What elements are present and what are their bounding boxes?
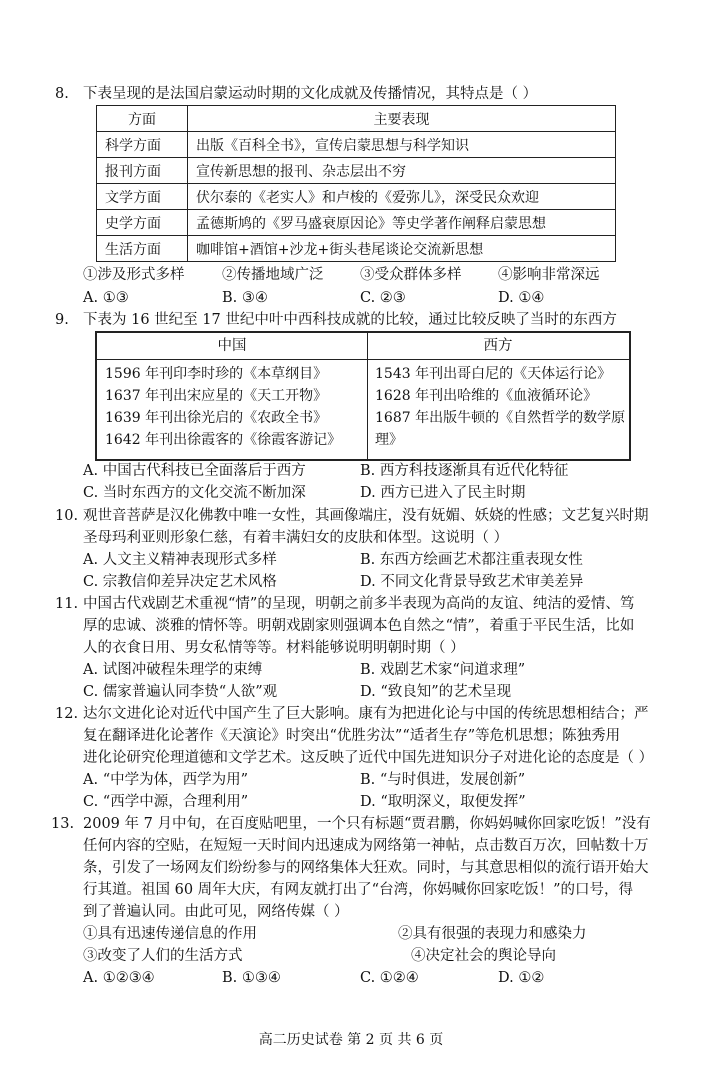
option-d[interactable]: D. ①④ <box>498 290 545 306</box>
table-row <box>97 132 616 158</box>
question-number: 13. <box>51 816 75 832</box>
table-header-cell: 主要表现 <box>188 106 616 132</box>
stem-line: 圣母玛利亚则形象仁慈，有着丰满妇女的皮肤和体型。这说明（ ） <box>83 530 509 546</box>
table-header-row <box>97 106 616 132</box>
stem-line: 人的衣食日用、男女私情等等。材料能够说明明朝时期（ ） <box>83 640 465 656</box>
option-b[interactable]: B. 西方科技逐渐具有近代化特征 <box>360 463 569 479</box>
table-cell: 科学方面 <box>97 132 188 158</box>
west-entry: 理》 <box>375 432 403 448</box>
option-d[interactable]: D. 西方已进入了民主时期 <box>360 485 526 501</box>
option-c[interactable]: C. 宗教信仰差异决定艺术风格 <box>83 574 277 590</box>
statement-item: ②传播地域广泛 <box>222 267 324 283</box>
question-number: 10. <box>55 508 79 524</box>
option-a[interactable]: A. 人文主义精神表现形式多样 <box>83 552 277 568</box>
option-a[interactable]: A. “中学为体，西学为用” <box>83 772 249 788</box>
column-divider <box>367 333 368 459</box>
statement-item: ②具有很强的表现力和感染力 <box>398 926 587 942</box>
table-row <box>97 158 616 184</box>
option-d[interactable]: D. 不同文化背景导致艺术审美差异 <box>360 574 584 590</box>
china-entry: 1642 年刊出徐霞客的《徐霞客游记》 <box>105 432 342 448</box>
china-entry: 1639 年刊出徐光启的《农政全书》 <box>105 410 328 426</box>
table-cell: 文学方面 <box>97 184 188 210</box>
stem-line: 行其道。祖国 60 周年大庆，有网友就打出了“台湾，你妈喊你回家吃饭！”的口号，得 <box>83 882 633 898</box>
statement-item: ④决定社会的舆论导向 <box>411 948 556 964</box>
option-c[interactable]: C. 当时东西方的文化交流不断加深 <box>83 485 306 501</box>
option-b[interactable]: B. ③④ <box>222 290 268 306</box>
stem-line: 任何内容的空贴，在短短一天时间内迅速成为网络第一神帖，点击数百万次，回帖数十万 <box>83 838 649 854</box>
table-cell: 伏尔泰的《老实人》和卢梭的《爱弥儿》，深受民众欢迎 <box>188 184 616 210</box>
question-stem: 下表呈现的是法国启蒙运动时期的文化成就及传播情况，其特点是（ ） <box>83 86 538 102</box>
table-cell: 孟德斯鸠的《罗马盛衰原因论》等史学著作阐释启蒙思想 <box>188 210 616 236</box>
statement-item: ③受众群体多样 <box>360 267 462 283</box>
stem-line: 复在翻译进化论著作《天演论》时突出“优胜劣汰”“适者生存”等危机思想；陈独秀用 <box>83 728 621 744</box>
page-footer: 高二历史试卷 第 2 页 共 6 页 <box>258 1032 444 1048</box>
option-c[interactable]: C. ①②④ <box>360 970 419 986</box>
table-header-cell: 方面 <box>97 106 188 132</box>
stem-line: 厚的忠诚、淡雅的情怀等。明朝戏剧家则强调本色自然之“情”，着重于平民生活，比如 <box>83 618 635 634</box>
stem-line: 达尔文进化论对近代中国产生了巨大影响。康有为把进化论与中国的传统思想相结合；严 <box>83 706 649 722</box>
china-entry: 1637 年刊出宋应星的《天工开物》 <box>105 388 328 404</box>
question-stem: 下表为 16 世纪至 17 世纪中叶中西科技成就的比较，通过比较反映了当时的东西方 <box>83 312 617 328</box>
stem-line: 观世音菩萨是汉化佛教中唯一女性，其画像端庄，没有妩媚、妖娆的性感；文艺复兴时期 <box>83 508 649 524</box>
table-cell: 生活方面 <box>97 236 188 262</box>
table-row <box>97 236 616 262</box>
question-number: 11. <box>55 596 79 612</box>
table-row <box>97 184 616 210</box>
table-cell: 报刊方面 <box>97 158 188 184</box>
table-cell: 史学方面 <box>97 210 188 236</box>
west-entry: 1687 年出版牛顿的《自然哲学的数学原 <box>375 410 626 426</box>
option-c[interactable]: C. ②③ <box>360 290 406 306</box>
option-b[interactable]: B. “与时俱进，发展创新” <box>360 772 526 788</box>
statement-item: ③改变了人们的生活方式 <box>83 948 243 964</box>
option-d[interactable]: D. “致良知”的艺术呈现 <box>360 684 512 700</box>
header-divider <box>97 359 629 360</box>
enlightenment-table <box>96 105 616 262</box>
option-a[interactable]: A. 试图冲破程朱理学的束缚 <box>83 662 263 678</box>
stem-line: 进化论研究伦理道德和文学艺术。这反映了近代中国先进知识分子对进化论的态度是（ ） <box>83 750 654 766</box>
comparison-table <box>95 331 631 461</box>
table-cell: 咖啡馆+酒馆+沙龙+街头巷尾谈论交流新思想 <box>188 236 616 262</box>
column-header-west: 西方 <box>483 338 513 354</box>
west-entry: 1543 年刊出哥白尼的《天体运行论》 <box>375 366 612 382</box>
west-entry: 1628 年刊出哈维的《血液循环论》 <box>375 388 598 404</box>
table-cell: 宣传新思想的报刊、杂志层出不穷 <box>188 158 616 184</box>
option-d[interactable]: D. ①② <box>498 970 545 986</box>
stem-line: 中国古代戏剧艺术重视“情”的呈现，明朝之前多半表现为高尚的友谊、纯洁的爱情、笃 <box>83 596 635 612</box>
option-c[interactable]: C. 儒家普遍认同李贽“人欲”观 <box>83 684 278 700</box>
table-row <box>97 210 616 236</box>
question-number: 8. <box>55 86 69 102</box>
china-entry: 1596 年刊印李时珍的《本草纲目》 <box>105 366 328 382</box>
stem-line: 到了普遍认同。由此可见，网络传媒（ ） <box>83 904 349 920</box>
table-cell: 出版《百科全书》，宣传启蒙思想与科学知识 <box>188 132 616 158</box>
option-a[interactable]: A. 中国古代科技已全面落后于西方 <box>83 463 306 479</box>
stem-line: 条，引发了一场网友们纷纷参与的网络集体大狂欢。同时，与其意思相似的流行语开始大 <box>83 860 649 876</box>
statement-item: ④影响非常深远 <box>498 267 600 283</box>
option-a[interactable]: A. ①②③④ <box>83 970 155 986</box>
option-a[interactable]: A. ①③ <box>83 290 129 306</box>
statement-item: ①涉及形式多样 <box>83 267 185 283</box>
option-c[interactable]: C. “西学中源，合理利用” <box>83 794 249 810</box>
option-b[interactable]: B. 东西方绘画艺术都注重表现女性 <box>360 552 583 568</box>
column-header-china: 中国 <box>217 338 247 354</box>
option-d[interactable]: D. “取明深义，取便发挥” <box>360 794 526 810</box>
option-b[interactable]: B. 戏剧艺术家“问道求理” <box>360 662 526 678</box>
option-b[interactable]: B. ①③④ <box>222 970 281 986</box>
statement-item: ①具有迅速传递信息的作用 <box>83 926 257 942</box>
question-number: 12. <box>55 706 79 722</box>
stem-line: 2009 年 7 月中旬，在百度贴吧里，一个只有标题“贾君鹏，你妈妈喊你回家吃饭！”没有 <box>83 816 651 832</box>
question-number: 9. <box>55 312 69 328</box>
